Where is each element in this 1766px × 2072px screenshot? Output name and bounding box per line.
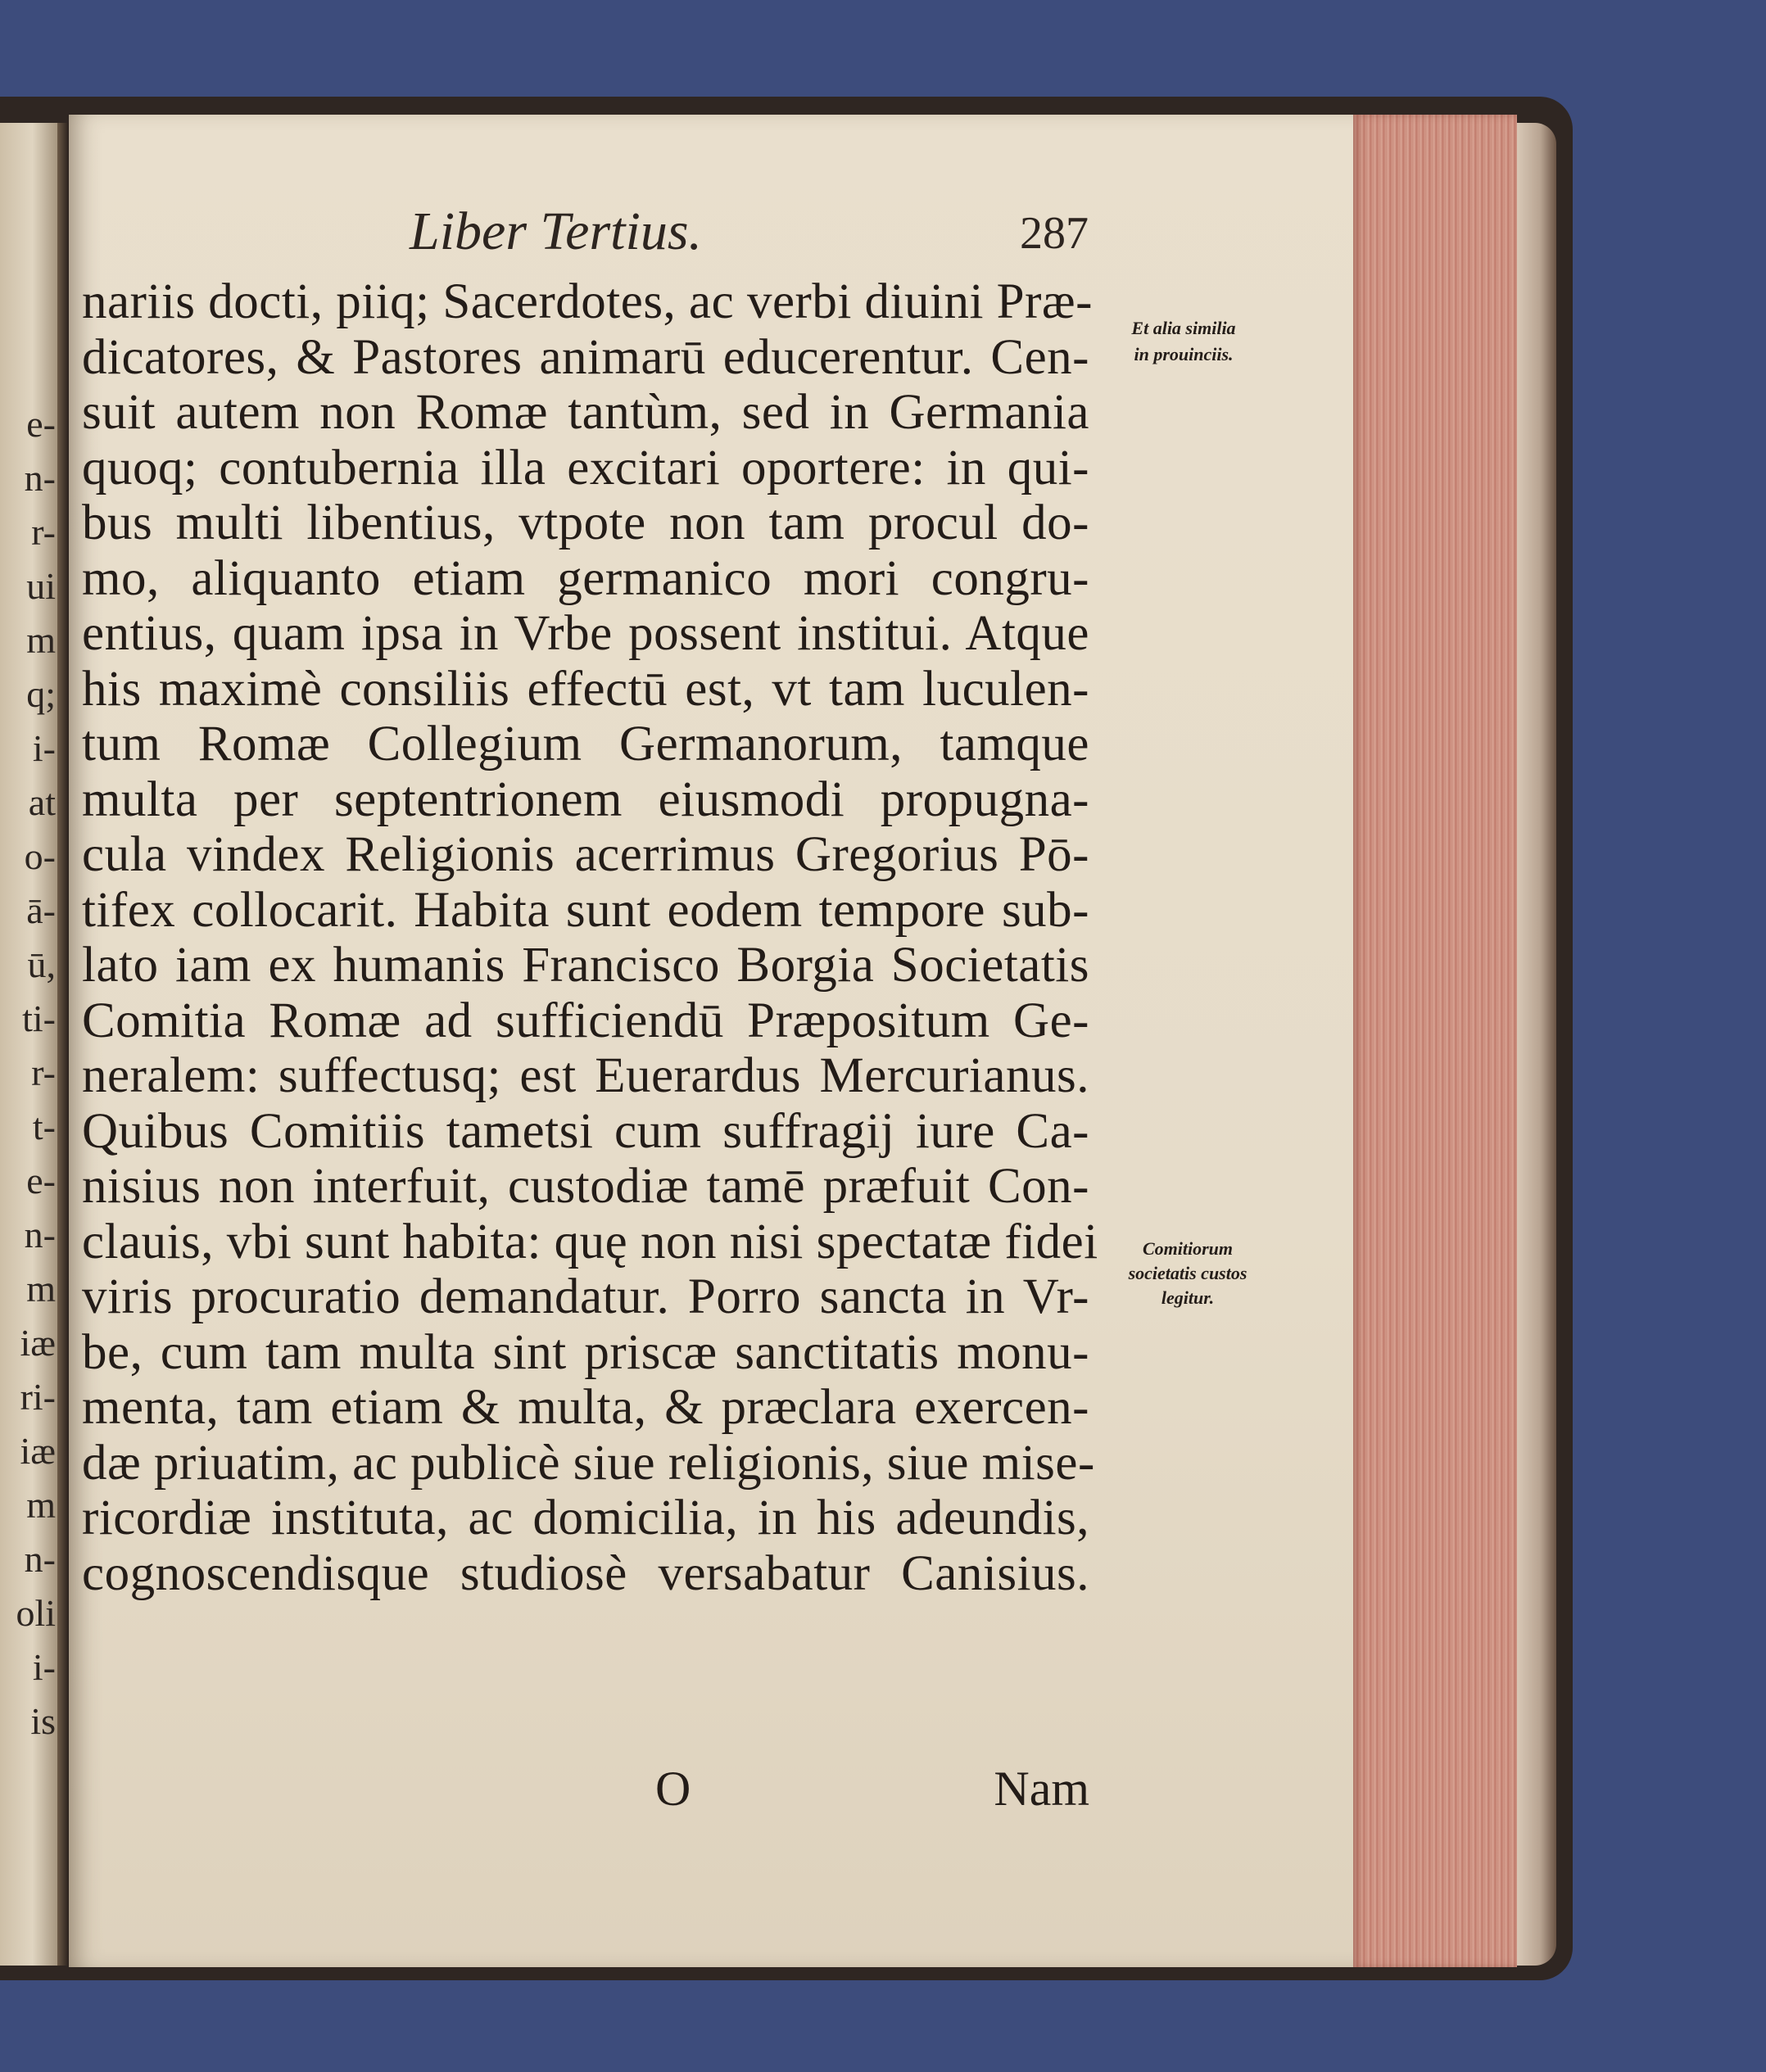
text-line: clauis, vbi sunt habita: quę non nisi spectatæ fidei <box>82 1214 1098 1269</box>
text-line: tum Romæ Collegium Germanorum, tamque <box>82 717 1089 771</box>
left-page-fragments <box>0 397 59 1749</box>
text-line: bus multi libentius, vtpote non tam procul do- <box>82 495 1089 550</box>
catchword: Nam <box>994 1762 1089 1816</box>
left-page-fragment: ū, <box>27 943 56 985</box>
page-fore-edge <box>1353 115 1517 1967</box>
marginal-note <box>1089 1237 1286 1310</box>
left-page-fragment: iæ <box>20 1430 56 1472</box>
page-footer <box>82 1761 1089 1818</box>
left-page <box>0 123 59 1966</box>
text-line: Comitia Romæ ad sufficiendū Præpositum Ge- <box>82 993 1089 1048</box>
left-page-fragment: is <box>30 1700 56 1742</box>
left-page-fragment: t- <box>32 1106 56 1147</box>
left-page-fragment: n- <box>24 1538 56 1580</box>
marginal-note-line: in prouinciis. <box>1134 344 1234 364</box>
marginal-note-line: societatis custos <box>1128 1263 1248 1283</box>
text-line: Quibus Comitiis tametsi cum suffragij iure Ca- <box>82 1103 1089 1159</box>
left-page-fragment: i- <box>32 727 56 769</box>
text-line: tifex collocarit. Habita sunt eodem tempore sub- <box>82 882 1089 938</box>
left-page-fragment: ri- <box>20 1376 56 1418</box>
text-line: be, cum tam multa sint priscæ sanctitatis monu- <box>82 1324 1089 1380</box>
left-page-fragment: ti- <box>22 998 56 1039</box>
text-line: mo, aliquanto etiam germanico mori congru- <box>82 550 1089 606</box>
marginal-note-line: legitur. <box>1161 1287 1215 1308</box>
left-page-fragment: at <box>28 781 56 823</box>
signature-mark: O <box>655 1762 691 1816</box>
body-text <box>82 274 1098 1601</box>
text-line: suit autem non Romæ tantùm, sed in Germania <box>82 385 1089 440</box>
left-page-fragment: r- <box>31 511 56 553</box>
text-line: entius, quam ipsa in Vrbe possent institui. Atque <box>82 606 1089 661</box>
left-page-fragment: o- <box>24 835 56 877</box>
text-line: his maximè consiliis effectū est, vt tam luculen- <box>82 661 1089 717</box>
text-line: dicatores, & Pastores animarū educerentur. Cen- <box>82 329 1089 385</box>
text-line: nariis docti, piiq; Sacerdotes, ac verbi diuini Præ- <box>82 274 1093 329</box>
marginal-note-line: Comitiorum <box>1142 1238 1234 1259</box>
text-line: ricordiæ instituta, ac domicilia, in his adeundis, <box>82 1491 1089 1545</box>
cover-edge <box>1517 123 1556 1966</box>
left-page-fragment: oli <box>16 1592 56 1634</box>
left-page-fragment: n- <box>24 457 56 499</box>
page-number: 287 <box>1020 208 1089 259</box>
left-page-fragment: n- <box>24 1214 56 1255</box>
text-line: neralem: suffectusq; est Euerardus Mercurianus. <box>82 1048 1089 1103</box>
running-title: Liber Tertius. <box>410 201 703 261</box>
text-line: quoq; contubernia illa excitari oportere: in qui- <box>82 440 1089 495</box>
left-page-fragment: q; <box>26 673 56 715</box>
marginal-note <box>1081 315 1286 368</box>
left-page-fragment: m <box>26 619 56 661</box>
left-page-fragment: m <box>26 1268 56 1310</box>
left-page-fragment: ā- <box>26 889 56 931</box>
left-page-fragment: iæ <box>20 1322 56 1364</box>
left-page-fragment: ui <box>26 565 56 607</box>
gutter <box>57 123 69 1966</box>
marginal-note-line: Et alia similia <box>1131 318 1236 338</box>
left-page-fragment: r- <box>31 1052 56 1093</box>
text-line: lato iam ex humanis Francisco Borgia Societatis <box>82 938 1089 993</box>
text-line: cognoscendisque studiosè versabatur Canisius. <box>82 1545 1089 1601</box>
left-page-fragment: e- <box>26 403 56 445</box>
text-line: multa per septentrionem eiusmodi propugna- <box>82 771 1089 827</box>
text-line: cula vindex Religionis acerrimus Gregorius Pō- <box>82 827 1089 882</box>
text-line: dæ priuatim, ac publicè siue religionis, siue mise- <box>82 1435 1095 1491</box>
left-page-fragment: m <box>26 1484 56 1526</box>
left-page-fragment: i- <box>32 1646 56 1688</box>
text-line: menta, tam etiam & multa, & præclara exercen- <box>82 1380 1089 1435</box>
text-line: viris procuratio demandatur. Porro sancta in Vr- <box>82 1269 1089 1324</box>
left-page-fragment: e- <box>26 1160 56 1201</box>
text-line: nisius non interfuit, custodiæ tamē præfuit Con- <box>82 1159 1089 1214</box>
